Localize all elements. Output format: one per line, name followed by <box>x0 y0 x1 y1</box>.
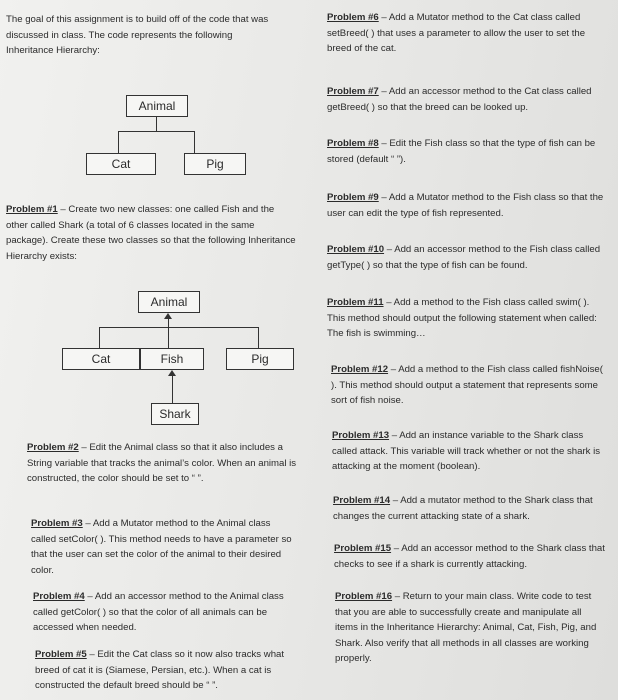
problem-7-text: – Add an accessor method to the Cat class called getBreed( ) so that the breed can be looked up. <box>327 86 592 113</box>
problem-5-text: – Edit the Cat class so it now also tracks what breed of cat it is (Siamese, Persian, etc.). When a cat is constructed the default breed should be “ ”. <box>35 649 285 691</box>
problem-11-number: Problem #11 <box>327 297 384 308</box>
problem-2-text: – Edit the Animal class so that it also includes a String variable that tracks the animal’s color. When an animal is constructed, the color should be set to “ ”. <box>27 442 297 484</box>
diagram2-shark-box: Shark <box>151 403 199 425</box>
problem-4-text: – Add an accessor method to the Animal class called getColor( ) so that the color of all animals can be accessed when needed. <box>33 591 284 633</box>
problem-9-text: – Add a Mutator method to the Fish class so that the user can edit the type of fish represented. <box>327 192 604 219</box>
diagram1-connector <box>156 117 157 131</box>
diagram2-pig-box: Pig <box>226 348 294 370</box>
problem-11 <box>327 295 605 342</box>
problem-6-text: – Add a Mutator method to the Cat class called setBreed( ) that uses a parameter to allow the user to set the breed of the cat. <box>327 12 586 54</box>
diagram1-connector <box>118 131 195 132</box>
problem-6 <box>327 10 599 57</box>
problem-16-text: – Return to your main class. Write code to test that you are able to successfully create and manipulate all items in the Inheritance Hierarchy: Animal, Cat, Fish, Pig, and Shark. Also verify that all methods in all classes are working properly. <box>335 591 597 664</box>
problem-2-number: Problem #2 <box>27 442 79 453</box>
diagram2-connector <box>168 327 169 348</box>
problem-4-number: Problem #4 <box>33 591 85 602</box>
diagram1-cat-box: Cat <box>86 153 156 175</box>
problem-10 <box>327 242 609 273</box>
problem-13-number: Problem #13 <box>332 430 390 441</box>
problem-12 <box>331 362 607 409</box>
diagram1-connector <box>118 131 119 153</box>
problem-3-number: Problem #3 <box>31 518 83 529</box>
diagram2-connector <box>99 327 258 328</box>
problem-15 <box>334 541 610 572</box>
problem-14-number: Problem #14 <box>333 495 391 506</box>
problem-14 <box>333 493 611 524</box>
problem-8-number: Problem #8 <box>327 138 379 149</box>
problem-12-number: Problem #12 <box>331 364 389 375</box>
diagram1-animal-box: Animal <box>126 95 188 117</box>
problem-1-text: – Create two new classes: one called Fish and the other called Shark (a total of 6 classes located in the same package). Create these two classes so that the following Inheritance Hierarchy exists: <box>6 204 296 262</box>
problem-6-number: Problem #6 <box>327 12 379 23</box>
problem-16-number: Problem #16 <box>335 591 393 602</box>
problem-16 <box>335 589 605 667</box>
diagram2-connector <box>168 318 169 327</box>
problem-10-number: Problem #10 <box>327 244 385 255</box>
problem-7-number: Problem #7 <box>327 86 379 97</box>
problem-10-text: – Add an accessor method to the Fish class called getType( ) so that the type of fish can be found. <box>327 244 601 271</box>
problem-4 <box>33 589 295 636</box>
problem-2 <box>27 440 297 487</box>
problem-9 <box>327 190 609 221</box>
diagram2-connector <box>258 327 259 348</box>
problem-5 <box>35 647 297 694</box>
diagram1-pig-box: Pig <box>184 153 246 175</box>
intro-paragraph: The goal of this assignment is to build off of the code that was discussed in class. The code represents the following Inheritance Hierarchy: <box>6 14 269 56</box>
problem-5-number: Problem #5 <box>35 649 87 660</box>
problem-15-number: Problem #15 <box>334 543 392 554</box>
problem-12-text: – Add a method to the Fish class called fishNoise( ). This method should output a statement that represents some sort of fish noise. <box>331 364 603 406</box>
problem-7 <box>327 84 609 115</box>
diagram2-connector <box>99 327 100 348</box>
diagram2-animal-box: Animal <box>138 291 200 313</box>
problem-9-number: Problem #9 <box>327 192 379 203</box>
problem-13 <box>332 428 610 475</box>
problem-3 <box>31 516 293 578</box>
problem-11-text: – Add a method to the Fish class called swim( ). This method should output the following statement when called: The fish is swimming… <box>327 297 597 339</box>
diagram2-fish-box: Fish <box>140 348 204 370</box>
problem-1-number: Problem #1 <box>6 204 58 215</box>
problem-8-text: – Edit the Fish class so that the type of fish can be stored (default “ ”). <box>327 138 596 165</box>
problem-8 <box>327 136 609 167</box>
problem-15-text: – Add an accessor method to the Shark class that checks to see if a shark is currently attacking. <box>334 543 605 570</box>
problem-13-text: – Add an instance variable to the Shark class called attack. This variable will track whether or not the shark is attacking at the moment (boolean). <box>332 430 601 472</box>
diagram2-cat-box: Cat <box>62 348 140 370</box>
problem-14-text: – Add a mutator method to the Shark class that changes the current attacking state of a shark. <box>333 495 593 522</box>
problem-3-text: – Add a Mutator method to the Animal class called setColor( ). This method needs to have a parameter so that the user can set the color of the animal to their desired color. <box>31 518 292 576</box>
diagram2-connector <box>172 376 173 403</box>
diagram1-connector <box>194 131 195 153</box>
problem-1 <box>6 202 296 264</box>
